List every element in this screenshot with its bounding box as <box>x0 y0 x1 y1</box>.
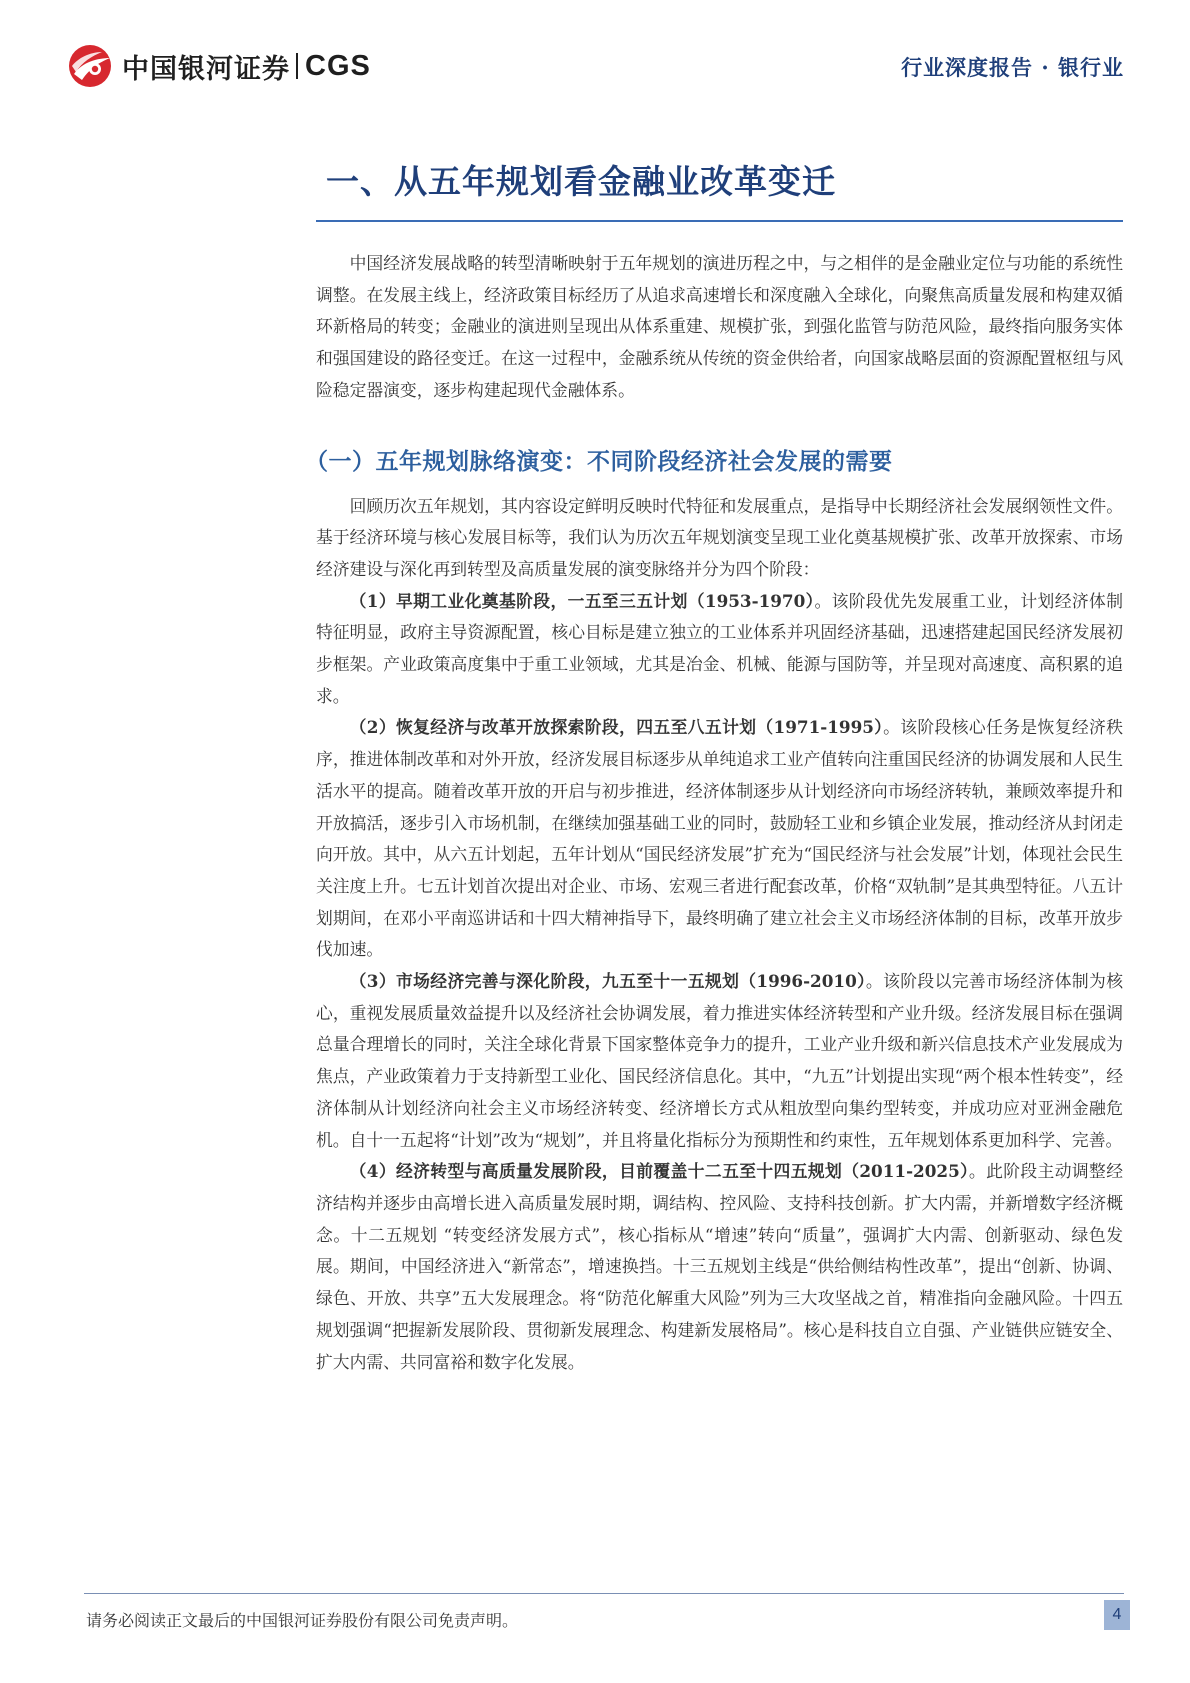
stage-paragraph <box>316 586 1123 713</box>
stage-heading: （2）恢复经济与改革开放探索阶段，四五至八五计划（1971-1995） <box>349 717 884 738</box>
report-type: 行业深度报告 · 银行业 <box>901 55 1124 80</box>
stage-heading: （3）市场经济完善与深化阶段，九五至十一五规划（1996-2010） <box>349 971 866 992</box>
galaxy-logo-icon <box>68 44 112 88</box>
footer-disclaimer: 请务必阅读正文最后的中国银河证券股份有限公司免责声明。 <box>86 1611 519 1630</box>
stage-heading: （4）经济转型与高质量发展阶段，目前覆盖十二五至十四五规划（2011-2025） <box>349 1161 969 1182</box>
stage-body: 。该阶段优先发展重工业，计划经济体制特征明显，政府主导资源配置，核心目标是建立独立的工业体系并巩固经济基础，迅速搭建起国民经济发展初步框架。产业政策高度集中于重工业领域，尤其是冶金、机械、能源与国防等，并呈现对高速度、高积累的追求。 <box>316 590 1123 706</box>
company-logo <box>68 44 371 88</box>
logo-divider <box>296 53 298 79</box>
logo-english-name: CGS <box>305 49 371 82</box>
stage-paragraph <box>316 966 1123 1156</box>
stage-paragraph <box>316 712 1123 966</box>
stage-body: 。该阶段以完善市场经济体制为核心，重视发展质量效益提升以及经济社会协调发展，着力推进实体经济转型和产业升级。经济发展目标在强调总量合理增长的同时，关注全球化背景下国家整体竞争力的提升，工业产业升级和新兴信息技术产业发展成为焦点，产业政策着力于支持新型工业化、国民经济信息化。其中，“九五”计划提出实现“两个根本性转变”，经济体制从计划经济向社会主义市场经济转变、经济增长方式从粗放型向集约型转变，并成功应对亚洲金融危机。自十一五起将“计划”改为“规划”，并且将量化指标分为预期性和约束性，五年规划体系更加科学、完善。 <box>316 971 1123 1150</box>
footer-divider <box>84 1593 1124 1594</box>
stage-body: 。该阶段核心任务是恢复经济秩序，推进体制改革和对外开放，经济发展目标逐步从单纯追求工业产值转向注重国民经济的协调发展和人民生活水平的提高。随着改革开放的开启与初步推进，经济体制逐步从计划经济向市场经济转轨，兼顾效率提升和开放搞活，逐步引入市场机制，在继续加强基础工业的同时，鼓励轻工业和乡镇企业发展，推动经济从封闭走向开放。其中，从六五计划起，五年计划从“国民经济发展”扩充为“国民经济与社会发展”计划，体现社会民生关注度上升。七五计划首次提出对企业、市场、宏观三者进行配套改革，价格“双轨制”是其典型特征。八五计划期间，在邓小平南巡讲话和十四大精神指导下，最终明确了建立社会主义市场经济体制的目标，改革开放步伐加速。 <box>316 717 1123 960</box>
page-header <box>0 0 1190 120</box>
section-intro-paragraph: 中国经济发展战略的转型清晰映射于五年规划的演进历程之中，与之相伴的是金融业定位与功能的系统性调整。在发展主线上，经济政策目标经历了从追求高速增长和深度融入全球化，向聚焦高质量发展和构建双循环新格局的转变；金融业的演进则呈现出从体系重建、规模扩张，到强化监管与防范风险，最终指向服务实体和强国建设的路径变迁。在这一过程中，金融系统从传统的资金供给者，向国家战略层面的资源配置枢纽与风险稳定器演变，逐步构建起现代金融体系。 <box>316 253 1123 400</box>
page-number: 4 <box>1104 1600 1130 1630</box>
section-title: 一、从五年规划看金融业改革变迁 <box>326 162 836 201</box>
subsection-intro-paragraph: 回顾历次五年规划，其内容设定鲜明反映时代特征和发展重点，是指导中长期经济社会发展纲领性文件。基于经济环境与核心发展目标等，我们认为历次五年规划演变呈现工业化奠基规模扩张、改革开放探索、市场经济建设与深化再到转型及高质量发展的演变脉络并分为四个阶段： <box>316 495 1123 579</box>
section-title-divider <box>316 220 1123 222</box>
stage-body: 。此阶段主动调整经济结构并逐步由高增长进入高质量发展时期，调结构、控风险、支持科技创新。扩大内需，并新增数字经济概念。十二五规划 “转变经济发展方式”，核心指标从“增速”转向“质量”，强调扩大内需、创新驱动、绿色发展。期间，中国经济进入“新常态”，增速换挡。十三五规划主线是“供给侧结构性改革”，提出“创新、协调、绿色、开放、共享”五大发展理念。将“防范化解重大风险”列为三大攻坚战之首，精准指向金融风险。十四五规划强调“把握新发展阶段、贯彻新发展理念、构建新发展格局”。核心是科技自立自强、产业链供应链安全、扩大内需、共同富裕和数字化发展。 <box>316 1161 1123 1372</box>
stage-heading: （1）早期工业化奠基阶段，一五至三五计划（1953-1970） <box>349 590 815 611</box>
logo-chinese-name: 中国银河证券 <box>122 53 290 85</box>
subsection-title: （一）五年规划脉络演变：不同阶段经济社会发展的需要 <box>305 447 893 475</box>
main-content <box>305 248 1123 1378</box>
stage-paragraph <box>316 1156 1123 1378</box>
